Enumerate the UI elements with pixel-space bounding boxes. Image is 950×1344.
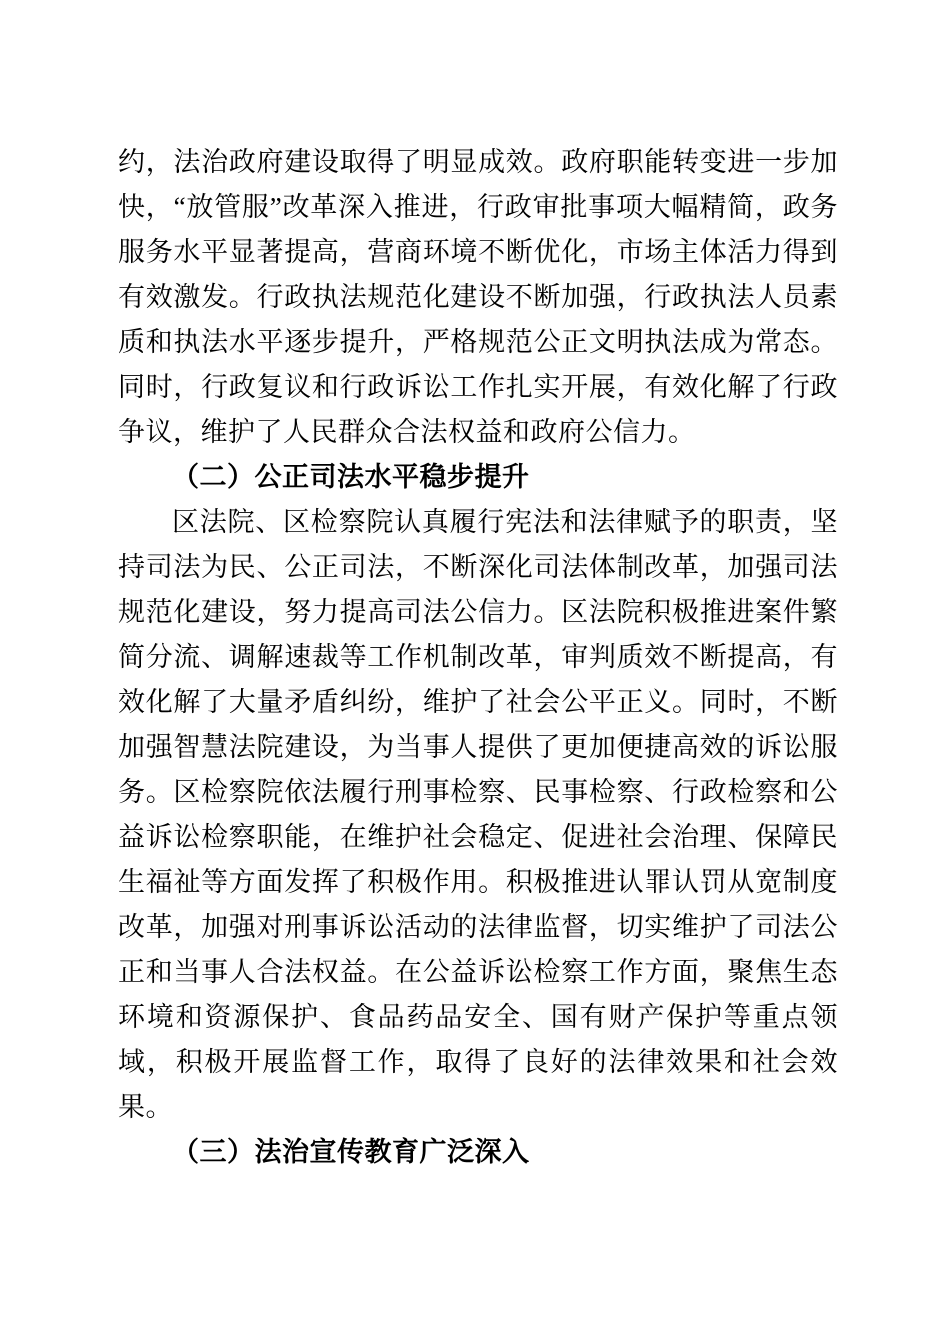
paragraph-continued: 约，法治政府建设取得了明显成效。政府职能转变进一步加快，“放管服”改革深入推进，行政审批事项大幅精简，政务服务水平显著提高，营商环境不断优化，市场主体活力得到有效激发。行政执法规范化建设不断加强，行政执法人员素质和执法水平逐步提升，严格规范公正文明执法成为常态。同时，行政复议和行政诉讼工作扎实开展，有效化解了行政争议，维护了人民群众合法权益和政府公信力。 bbox=[118, 147, 838, 447]
section-heading-3: （三）法治宣传教育广泛深入 bbox=[172, 1137, 530, 1167]
section-heading-2: （二）公正司法水平稳步提升 bbox=[172, 462, 530, 492]
paragraph: 区法院、区检察院认真履行宪法和法律赋予的职责，坚持司法为民、公正司法，不断深化司法体制改革，加强司法规范化建设，努力提高司法公信力。区法院积极推进案件繁简分流、调解速裁等工作机制改革，审判质效不断提高，有效化解了大量矛盾纠纷，维护了社会公平正义。同时，不断加强智慧法院建设，为当事人提供了更加便捷高效的诉讼服务。区检察院依法履行刑事检察、民事检察、行政检察和公益诉讼检察职能，在维护社会稳定、促进社会治理、保障民生福祉等方面发挥了积极作用。积极推进认罪认罚从宽制度改革，加强对刑事诉讼活动的法律监督，切实维护了司法公正和当事人合法权益。在公益诉讼检察工作方面，聚焦生态环境和资源保护、食品药品安全、国有财产保护等重点领域，积极开展监督工作，取得了良好的法律效果和社会效果。 bbox=[118, 507, 838, 1122]
